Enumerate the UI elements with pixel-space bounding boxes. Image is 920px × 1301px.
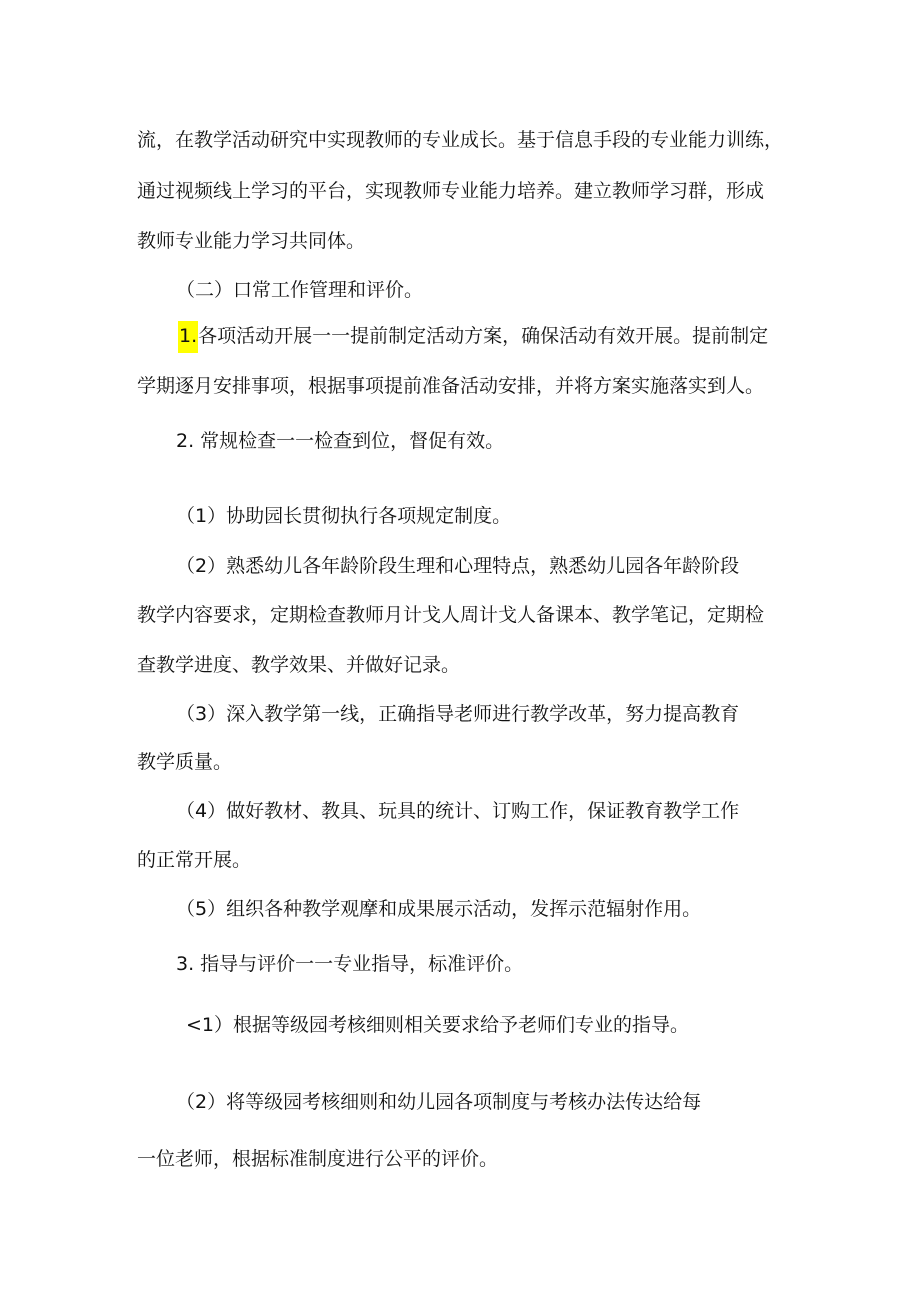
list-item-3-heading: 3. 指导与评价一一专业指导，标准评价。 xyxy=(176,953,524,975)
list-item-1-line-2: 学期逐月安排事项，根据事项提前准备活动安排，并将方案实施落实到人。 xyxy=(137,375,765,397)
sub-item-5: （5）组织各种教学观摩和成果展示活动，发挥示范辐射作用。 xyxy=(176,898,702,920)
sub-item-1: （1）协助园长贯彻执行各项规定制度。 xyxy=(176,505,512,527)
sub-item-3-1: <1）根据等级园考核细则相关要求给予老师们专业的指导。 xyxy=(186,1014,690,1036)
sub-item-4-line-2: 的正常开展。 xyxy=(137,849,252,871)
sub-item-2-line-1: （2）熟悉幼儿各年龄阶段生理和心理特点，熟悉幼儿园各年龄阶段 xyxy=(176,555,740,577)
section-heading: （二）口常工作管理和评价。 xyxy=(176,279,424,301)
sub-item-3-2-line-2: 一位老师，根据标准制度进行公平的评价。 xyxy=(137,1148,499,1170)
text-line-1: 流，在教学活动研究中实现教师的专业成长。基于信息手段的专业能力训练， xyxy=(137,129,784,151)
item-number-highlight: 1. xyxy=(178,321,198,353)
sub-item-3-2-line-1: （2）将等级园考核细则和幼儿园各项制度与考核办法传达给每 xyxy=(176,1091,702,1113)
sub-item-3-line-2: 教学质量。 xyxy=(137,751,233,773)
text-line-2: 通过视频线上学习的平台，实现教师专业能力培养。建立教师学习群，形成 xyxy=(137,180,765,202)
text-line-3: 教师专业能力学习共同体。 xyxy=(137,230,366,252)
list-item-1-line-1 xyxy=(178,327,768,346)
sub-item-2-line-2: 教学内容要求，定期检查教师月计戈人周计戈人备课本、教学笔记，定期检 xyxy=(137,604,765,626)
sub-item-3-line-1: （3）深入教学第一线，正确指导老师进行教学改革，努力提高教育 xyxy=(176,703,740,725)
sub-item-2-line-3: 查教学进度、教学效果、并做好记录。 xyxy=(137,654,461,676)
sub-item-4-line-1: （4）做好教材、教具、玩具的统计、订购工作，保证教育教学工作 xyxy=(176,800,740,822)
list-item-1-text: 各项活动开展一一提前制定活动方案，确保活动有效开展。提前制定 xyxy=(198,325,769,347)
list-item-2-heading: 2. 常规检查一一检查到位，督促有效。 xyxy=(176,430,505,452)
